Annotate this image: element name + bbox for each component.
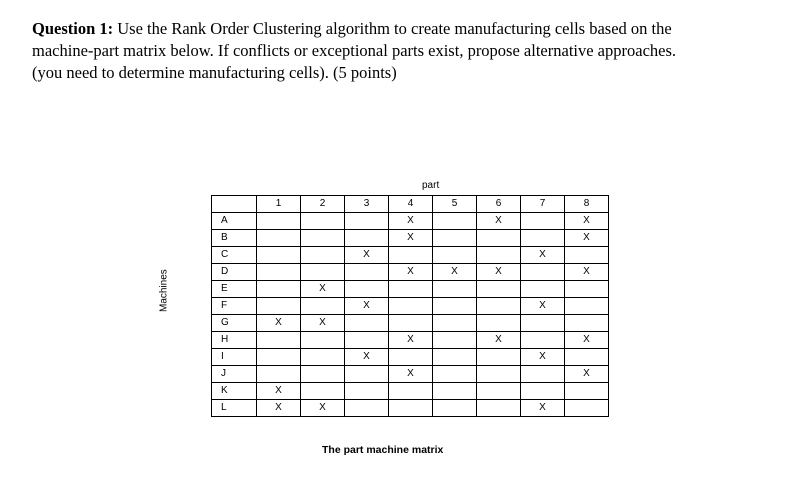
part-axis-label: part [422, 180, 440, 191]
part-column-header: 5 [433, 196, 477, 213]
matrix-cell [345, 400, 389, 417]
machine-row [212, 400, 609, 417]
machine-row-label: L [212, 400, 257, 417]
matrix-cell: X [257, 315, 301, 332]
matrix-cell [433, 230, 477, 247]
machines-axis-label: Machines [158, 269, 170, 312]
machine-row-label: H [212, 332, 257, 349]
matrix-cell [565, 349, 609, 366]
matrix-cell [257, 332, 301, 349]
machine-row-label: K [212, 383, 257, 400]
matrix-cell [521, 281, 565, 298]
machine-row-label: A [212, 213, 257, 230]
machine-row [212, 213, 609, 230]
matrix-corner-cell [212, 196, 257, 213]
matrix-cell [301, 213, 345, 230]
matrix-cell [301, 349, 345, 366]
matrix-cell [345, 332, 389, 349]
part-column-header: 2 [301, 196, 345, 213]
matrix-cell [521, 383, 565, 400]
matrix-cell [257, 349, 301, 366]
question-line-1-text: Use the Rank Order Clustering algorithm to create manufacturing cells based on the [117, 19, 672, 38]
matrix-cell [345, 281, 389, 298]
matrix-cell [301, 230, 345, 247]
matrix-cell [345, 264, 389, 281]
part-column-header: 4 [389, 196, 433, 213]
matrix-cell: X [389, 264, 433, 281]
matrix-cell: X [301, 281, 345, 298]
part-column-header: 6 [477, 196, 521, 213]
matrix-cell [433, 366, 477, 383]
matrix-cell [389, 383, 433, 400]
question-line-2: machine-part matrix below. If conflicts or exceptional parts exist, propose alternative approaches. [32, 41, 677, 60]
matrix-cell [477, 298, 521, 315]
matrix-cell [477, 230, 521, 247]
matrix-cell [433, 213, 477, 230]
machine-row-label: G [212, 315, 257, 332]
matrix-cell: X [345, 247, 389, 264]
matrix-cell: X [345, 298, 389, 315]
machine-row [212, 366, 609, 383]
matrix-cell [565, 315, 609, 332]
matrix-cell [477, 247, 521, 264]
matrix-cell [521, 315, 565, 332]
machine-row [212, 349, 609, 366]
matrix-cell: X [301, 315, 345, 332]
matrix-cell: X [433, 264, 477, 281]
matrix-cell: X [565, 264, 609, 281]
matrix-cell: X [389, 332, 433, 349]
machine-row [212, 247, 609, 264]
machine-row [212, 332, 609, 349]
matrix-cell [477, 315, 521, 332]
matrix-cell [477, 366, 521, 383]
matrix-cell: X [257, 383, 301, 400]
matrix-cell [521, 230, 565, 247]
matrix-cell [389, 349, 433, 366]
matrix-cell: X [565, 213, 609, 230]
matrix-cell: X [301, 400, 345, 417]
machine-row-label: I [212, 349, 257, 366]
matrix-cell [521, 332, 565, 349]
matrix-cell [301, 366, 345, 383]
matrix-cell [477, 349, 521, 366]
machine-row-label: J [212, 366, 257, 383]
matrix-cell [565, 247, 609, 264]
matrix-cell [477, 281, 521, 298]
matrix-cell [389, 247, 433, 264]
matrix-cell: X [257, 400, 301, 417]
matrix-cell: X [477, 264, 521, 281]
machine-row [212, 230, 609, 247]
machine-row-label: F [212, 298, 257, 315]
part-column-header: 3 [345, 196, 389, 213]
matrix-cell [433, 383, 477, 400]
machine-row-label: C [212, 247, 257, 264]
matrix-cell [521, 366, 565, 383]
matrix-header-row [212, 196, 609, 213]
matrix-cell [477, 400, 521, 417]
matrix-cell [389, 298, 433, 315]
matrix-cell [301, 332, 345, 349]
matrix-cell: X [521, 298, 565, 315]
matrix-cell: X [521, 349, 565, 366]
matrix-cell [345, 315, 389, 332]
machine-row [212, 298, 609, 315]
matrix-cell [433, 400, 477, 417]
part-column-header: 8 [565, 196, 609, 213]
matrix-cell: X [521, 400, 565, 417]
matrix-body [212, 213, 609, 417]
matrix-cell [565, 383, 609, 400]
matrix-cell [301, 383, 345, 400]
machine-row [212, 383, 609, 400]
machine-part-matrix [211, 195, 609, 417]
matrix-cell [433, 247, 477, 264]
machine-row-label: E [212, 281, 257, 298]
matrix-cell [565, 400, 609, 417]
matrix-cell [257, 366, 301, 383]
matrix-cell [301, 247, 345, 264]
machine-row [212, 264, 609, 281]
question-label: Question 1: [32, 19, 114, 38]
matrix-cell [389, 315, 433, 332]
matrix-cell: X [565, 366, 609, 383]
matrix-cell [433, 349, 477, 366]
matrix-cell [257, 281, 301, 298]
matrix-cell [565, 281, 609, 298]
matrix-cell [433, 332, 477, 349]
matrix-cell [301, 264, 345, 281]
matrix-cell: X [565, 230, 609, 247]
matrix-cell: X [389, 366, 433, 383]
matrix-cell [565, 298, 609, 315]
question-line-1 [32, 18, 772, 40]
matrix-cell [345, 383, 389, 400]
matrix-cell [433, 298, 477, 315]
matrix-cell [433, 315, 477, 332]
matrix-cell [433, 281, 477, 298]
matrix-cell: X [477, 213, 521, 230]
matrix-cell [389, 281, 433, 298]
machine-row-label: D [212, 264, 257, 281]
part-column-header: 7 [521, 196, 565, 213]
question-line-3: (you need to determine manufacturing cells). (5 points) [32, 63, 397, 82]
matrix-cell [389, 400, 433, 417]
matrix-cell [257, 230, 301, 247]
part-column-header: 1 [257, 196, 301, 213]
matrix-cell [345, 366, 389, 383]
matrix-cell [301, 298, 345, 315]
matrix-cell [477, 383, 521, 400]
matrix-cell: X [477, 332, 521, 349]
matrix-cell [257, 298, 301, 315]
matrix-cell [521, 213, 565, 230]
matrix-cell [345, 213, 389, 230]
matrix-cell: X [565, 332, 609, 349]
matrix-cell: X [345, 349, 389, 366]
matrix-cell [521, 264, 565, 281]
matrix-cell: X [389, 230, 433, 247]
machine-row-label: B [212, 230, 257, 247]
matrix-cell: X [389, 213, 433, 230]
matrix-cell [257, 264, 301, 281]
matrix-cell: X [521, 247, 565, 264]
matrix-cell [257, 213, 301, 230]
question-text [32, 18, 772, 84]
machine-row [212, 281, 609, 298]
matrix-caption: The part machine matrix [322, 444, 444, 456]
machine-row [212, 315, 609, 332]
matrix-cell [345, 230, 389, 247]
matrix-cell [257, 247, 301, 264]
